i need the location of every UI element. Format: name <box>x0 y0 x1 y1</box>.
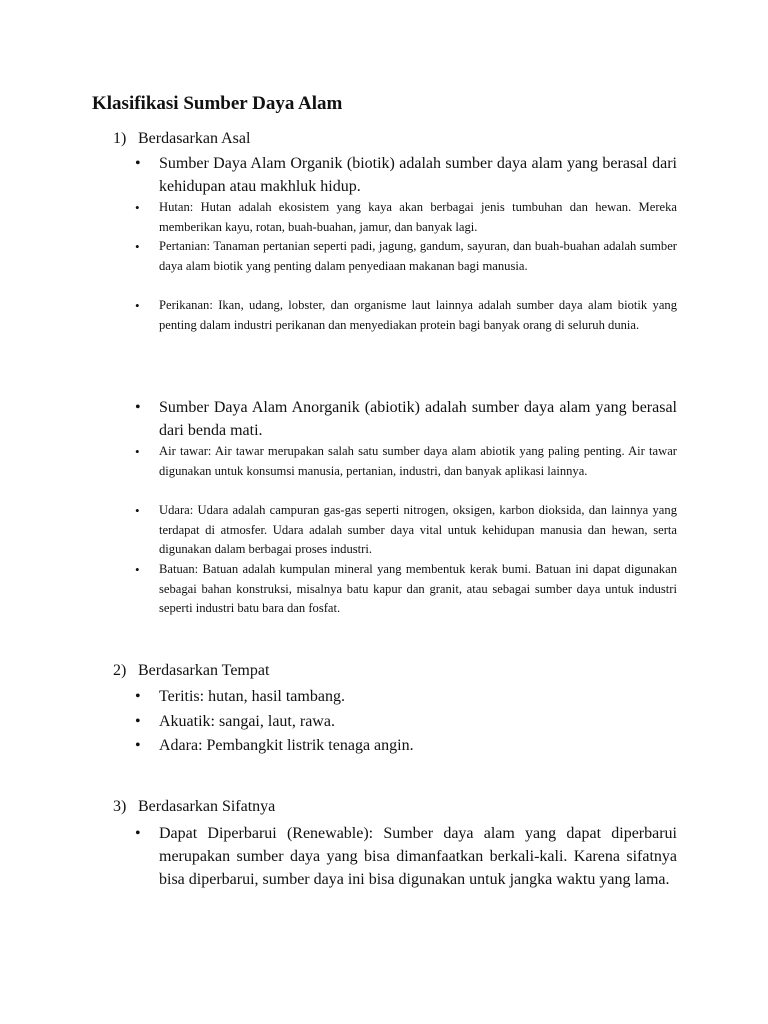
bullet-pertanian: • Pertanian: Tanaman pertanian seperti padi, jagung, gandum, sayuran, dan buah-buahan adalah sumber daya alam biotik yang penting dalam penyediaan makanan bagi manusia. <box>159 237 677 276</box>
bullet-akuatik: • Akuatik: sangai, laut, rawa. <box>159 710 335 733</box>
bullet-organik: • Sumber Daya Alam Organik (biotik) adalah sumber daya alam yang berasal dari kehidupan atau makhluk hidup. <box>159 152 677 198</box>
bullet-air-tawar: • Air tawar: Air tawar merupakan salah satu sumber daya alam abiotik yang paling penting. Air tawar digunakan untuk konsumsi manusia, pertanian, industri, dan banyak aplikasi lainnya. <box>159 442 677 481</box>
bullet-perikanan: • Perikanan: Ikan, udang, lobster, dan organisme laut lainnya adalah sumber daya alam biotik yang penting dalam industri perikanan dan menyediakan protein bagi banyak orang di seluruh dunia. <box>159 296 677 335</box>
bullet-teritis: • Teritis: hutan, hasil tambang. <box>159 685 345 708</box>
section-heading-asal <box>113 130 250 148</box>
section-heading-tempat <box>113 662 269 680</box>
section-number: 1) <box>113 130 127 147</box>
section-number: 3) <box>113 798 127 815</box>
bullet-batuan: • Batuan: Batuan adalah kumpulan mineral yang membentuk kerak bumi. Batuan ini dapat digunakan sebagai bahan konstruksi, misalnya batu kapur dan granit, atau sebagai sumber daya untuk industri seperti industri batu bara dan fosfat. <box>159 560 677 619</box>
bullet-renewable: • Dapat Diperbarui (Renewable): Sumber daya alam yang dapat diperbarui merupakan sumber daya yang bisa dimanfaatkan berkali-kali. Karena sifatnya bisa diperbarui, sumber daya ini bisa digunakan untuk jangka waktu yang lama. <box>159 822 677 891</box>
section-title: Berdasarkan Tempat <box>138 662 270 679</box>
page-title: Klasifikasi Sumber Daya Alam <box>92 93 343 114</box>
bullet-anorganik: • Sumber Daya Alam Anorganik (abiotik) adalah sumber daya alam yang berasal dari benda mati. <box>159 396 677 442</box>
bullet-hutan: • Hutan: Hutan adalah ekosistem yang kaya akan berbagai jenis tumbuhan dan hewan. Mereka memberikan kayu, rotan, buah-buahan, jamur, dan banyak lagi. <box>159 198 677 237</box>
bullet-adara: • Adara: Pembangkit listrik tenaga angin. <box>159 734 414 757</box>
section-title: Berdasarkan Asal <box>138 130 251 147</box>
section-heading-sifatnya <box>113 798 275 816</box>
section-number: 2) <box>113 662 127 679</box>
bullet-udara: • Udara: Udara adalah campuran gas-gas seperti nitrogen, oksigen, karbon dioksida, dan lainnya yang terdapat di atmosfer. Udara adalah sumber daya vital untuk kehidupan manusia dan hewan, serta digunakan dalam berbagai proses industri. <box>159 501 677 560</box>
section-title: Berdasarkan Sifatnya <box>138 798 276 815</box>
